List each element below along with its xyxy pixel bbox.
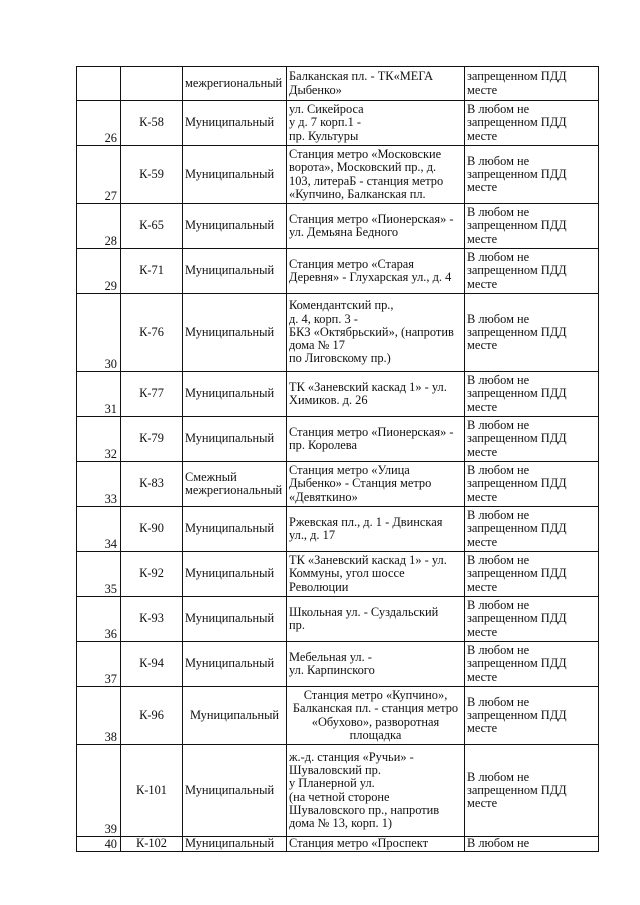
route-type-line: Муниципальный [185, 263, 275, 278]
stop-place-line: В любом не [467, 418, 530, 433]
route-path-line: у Планерной ул. [289, 776, 375, 791]
row-number-cell: 26 [77, 101, 121, 146]
stop-place-line: В любом не [467, 463, 530, 478]
route-path-line: Химиков. д. 26 [289, 393, 368, 407]
route-path-line: Балканская пл. - станция метро [292, 701, 459, 716]
route-type-line: Муниципальный [185, 656, 275, 671]
route-path-line: Дыбенко» [289, 82, 342, 97]
stop-place-cell [465, 67, 599, 101]
stop-place-line: В любом не [467, 205, 530, 220]
route-type-line: Муниципальный [185, 431, 275, 446]
route-table [76, 66, 599, 852]
route-code-cell: К-77 [121, 372, 183, 417]
stop-place-cell [465, 552, 599, 597]
route-path-cell [287, 552, 465, 597]
route-type-line: Смежный [185, 469, 237, 484]
stop-place-line: месте [467, 444, 498, 459]
stop-place-line: месте [467, 534, 498, 549]
route-type-line: Муниципальный [185, 218, 275, 233]
route-path-cell [287, 294, 465, 372]
route-path-line: пр. Культуры [289, 128, 359, 143]
route-code-cell: К-93 [121, 597, 183, 642]
stop-place-line: запрещенном ПДД [467, 782, 567, 797]
table-row [77, 642, 599, 687]
stop-place-line: В любом не [467, 373, 530, 388]
stop-place-line: В любом не [467, 694, 530, 709]
route-path-line: Коммуны, угол шоссе [289, 566, 405, 581]
stop-place-line: запрещенном ПДД [467, 611, 567, 626]
route-type-cell [183, 687, 287, 745]
route-type-line: межрегиональный [185, 483, 283, 497]
route-path-line: ТК «Заневский каскад 1» - ул. [289, 553, 447, 568]
route-path-line: «Купчино, Балканская пл. [289, 186, 426, 201]
route-type-cell [183, 294, 287, 372]
route-type-line: Муниципальный [185, 611, 275, 626]
stop-place-line: запрещенном ПДД [467, 566, 567, 581]
route-code-cell: К-79 [121, 417, 183, 462]
table-row [77, 837, 599, 852]
stop-place-line: В любом не [467, 836, 530, 851]
route-path-cell [287, 507, 465, 552]
route-code-cell: К-92 [121, 552, 183, 597]
stop-place-cell [465, 101, 599, 146]
stop-place-line: В любом не [467, 102, 530, 117]
route-path-line: ворота», Московский пр., д. [289, 160, 437, 175]
route-path-line: Деревня» - Глухарская ул., д. 4 [289, 270, 452, 284]
route-path-line: пр. Королева [289, 438, 357, 452]
stop-place-line: запрещенном ПДД [467, 166, 567, 181]
row-number-cell: 28 [77, 204, 121, 249]
route-path-cell [287, 146, 465, 204]
table-row [77, 249, 599, 294]
stop-place-line: месте [467, 231, 498, 246]
stop-place-cell [465, 687, 599, 745]
row-number-cell: 37 [77, 642, 121, 687]
route-type-cell [183, 597, 287, 642]
route-path-line: (на четной стороне [289, 789, 390, 804]
stop-place-line: месте [467, 82, 498, 97]
route-path-cell [287, 417, 465, 462]
table-row [77, 507, 599, 552]
stop-place-line: запрещенном ПДД [467, 656, 567, 671]
table-row [77, 462, 599, 507]
route-path-line: по Лиговскому пр.) [289, 351, 391, 366]
route-path-line: Мебельная ул. - [289, 649, 372, 664]
table-row [77, 597, 599, 642]
stop-place-cell [465, 837, 599, 852]
stop-place-line: В любом не [467, 250, 530, 265]
stop-place-line: В любом не [467, 643, 530, 658]
route-path-cell [287, 101, 465, 146]
route-path-line: Школьная ул. - Суздальский [289, 604, 439, 619]
route-type-line: Муниципальный [185, 836, 275, 851]
route-type-cell [183, 462, 287, 507]
route-path-line: Станция метро «Московские [289, 146, 442, 161]
row-number-cell: 39 [77, 745, 121, 837]
route-path-cell [287, 597, 465, 642]
route-type-cell [183, 146, 287, 204]
route-code-cell: К-96 [121, 687, 183, 745]
route-path-line: Станция метро «Проспект [289, 836, 428, 851]
route-type-cell [183, 67, 287, 101]
stop-place-line: В любом не [467, 769, 530, 784]
route-table-body [77, 67, 599, 852]
route-type-cell [183, 101, 287, 146]
route-code-cell: К-71 [121, 249, 183, 294]
route-path-line: ул. Сикейроса [289, 102, 364, 117]
table-row [77, 687, 599, 745]
table-row [77, 372, 599, 417]
row-number-cell: 40 [77, 837, 121, 852]
stop-place-line: месте [467, 721, 498, 736]
row-number-cell: 29 [77, 249, 121, 294]
table-row [77, 204, 599, 249]
route-path-line: 103, литераБ - станция метро [289, 173, 444, 188]
row-number-cell: 30 [77, 294, 121, 372]
route-code-cell: К-59 [121, 146, 183, 204]
stop-place-line: запрещенном ПДД [467, 115, 567, 130]
route-type-cell [183, 552, 287, 597]
stop-place-line: месте [467, 489, 498, 504]
route-path-cell [287, 249, 465, 294]
route-type-line: Муниципальный [185, 521, 275, 536]
stop-place-line: запрещенном ПДД [467, 431, 567, 446]
route-path-line: ул. Карпинского [289, 663, 375, 677]
stop-place-line: запрещенном ПДД [467, 386, 567, 401]
route-path-line: Шуваловского пр., напротив [289, 802, 440, 817]
stop-place-line: месте [467, 338, 498, 353]
route-code-cell: К-102 [121, 837, 183, 852]
table-row [77, 745, 599, 837]
route-type-cell [183, 745, 287, 837]
route-type-cell [183, 372, 287, 417]
table-row [77, 67, 599, 101]
route-type-cell [183, 417, 287, 462]
route-code-cell: К-94 [121, 642, 183, 687]
table-row [77, 101, 599, 146]
row-number-cell: 38 [77, 687, 121, 745]
stop-place-cell [465, 462, 599, 507]
route-type-line: Муниципальный [185, 166, 275, 181]
route-path-line: Балканская пл. - ТК«МЕГА [289, 69, 434, 84]
route-path-line: пр. [289, 618, 305, 632]
row-number-cell: 33 [77, 462, 121, 507]
stop-place-cell [465, 597, 599, 642]
stop-place-line: месте [467, 276, 498, 291]
route-path-line: д. 4, корп. 3 - [289, 311, 358, 326]
stop-place-line: В любом не [467, 311, 530, 326]
stop-place-line: запрещенном ПДД [467, 707, 567, 722]
route-path-line: Комендантский пр., [289, 298, 394, 313]
row-number-cell: 35 [77, 552, 121, 597]
route-code-cell: К-83 [121, 462, 183, 507]
route-code-cell: К-101 [121, 745, 183, 837]
stop-place-line: запрещенном ПДД [467, 521, 567, 536]
route-path-cell [287, 204, 465, 249]
stop-place-cell [465, 372, 599, 417]
stop-place-line: В любом не [467, 598, 530, 613]
route-path-line: ж.-д. станция «Ручьи» - [289, 749, 414, 764]
route-code-cell: К-76 [121, 294, 183, 372]
table-row [77, 417, 599, 462]
stop-place-cell [465, 642, 599, 687]
route-path-line: Шуваловский пр. [289, 762, 381, 777]
table-row [77, 294, 599, 372]
stop-place-line: В любом не [467, 553, 530, 568]
route-path-line: дома № 13, корп. 1) [289, 816, 393, 831]
stop-place-line: запрещенном ПДД [467, 218, 567, 233]
route-path-line: ТК «Заневский каскад 1» - ул. [289, 379, 447, 394]
stop-place-cell [465, 417, 599, 462]
route-path-cell [287, 837, 465, 852]
route-path-line: Станция метро «Улица [289, 463, 410, 478]
row-number-cell: 31 [77, 372, 121, 417]
stop-place-cell [465, 294, 599, 372]
row-number-cell: 27 [77, 146, 121, 204]
route-path-line: «Девяткино» [289, 489, 358, 504]
route-path-cell [287, 67, 465, 101]
route-type-cell [183, 642, 287, 687]
route-path-cell [287, 372, 465, 417]
route-path-line: Станция метро «Старая [289, 256, 415, 271]
route-type-line: Муниципальный [185, 386, 275, 401]
stop-place-cell [465, 204, 599, 249]
row-number-cell: 32 [77, 417, 121, 462]
route-type-cell [183, 507, 287, 552]
route-path-line: у д. 7 корп.1 - [289, 115, 362, 130]
route-path-line: Станция метро «Пионерская» - [289, 211, 454, 226]
route-type-line: Муниципальный [189, 707, 280, 722]
route-code-cell: К-65 [121, 204, 183, 249]
stop-place-line: месте [467, 128, 498, 143]
route-path-line: Дыбенко» - Станция метро [289, 476, 432, 491]
stop-place-cell [465, 146, 599, 204]
route-path-line: ул. Демьяна Бедного [289, 225, 399, 239]
route-type-line: Муниципальный [185, 324, 275, 339]
stop-place-line: запрещенном ПДД [467, 69, 567, 84]
row-number-cell: 34 [77, 507, 121, 552]
stop-place-line: месте [467, 624, 498, 639]
route-path-line: площадка [349, 727, 402, 742]
route-type-line: Муниципальный [185, 115, 275, 130]
route-code-cell [121, 67, 183, 101]
stop-place-line: месте [467, 669, 498, 684]
route-path-line: Революции [289, 579, 349, 594]
stop-place-cell [465, 745, 599, 837]
route-type-cell [183, 249, 287, 294]
route-path-cell [287, 642, 465, 687]
route-path-cell [287, 462, 465, 507]
stop-place-line: запрещенном ПДД [467, 263, 567, 278]
stop-place-line: месте [467, 180, 498, 195]
route-type-cell [183, 204, 287, 249]
route-path-cell [287, 745, 465, 837]
stop-place-line: месте [467, 399, 498, 414]
route-type-line: межрегиональный [185, 75, 283, 90]
row-number-cell: 36 [77, 597, 121, 642]
route-path-line: БКЗ «Октябрьский», (напротив [289, 324, 454, 339]
route-type-cell [183, 837, 287, 852]
route-path-cell [287, 687, 465, 745]
route-path-line: «Обухово», разворотная [311, 714, 440, 729]
stop-place-cell [465, 507, 599, 552]
stop-place-cell [465, 249, 599, 294]
table-row [77, 552, 599, 597]
route-code-cell: К-58 [121, 101, 183, 146]
stop-place-line: месте [467, 796, 498, 811]
stop-place-line: запрещенном ПДД [467, 324, 567, 339]
table-row [77, 146, 599, 204]
route-path-line: ул., д. 17 [289, 528, 336, 542]
route-code-cell: К-90 [121, 507, 183, 552]
route-path-line: Ржевская пл., д. 1 - Двинская [289, 514, 443, 529]
stop-place-line: В любом не [467, 153, 530, 168]
stop-place-line: запрещенном ПДД [467, 476, 567, 491]
row-number-cell [77, 67, 121, 101]
stop-place-line: месте [467, 579, 498, 594]
route-type-line: Муниципальный [185, 566, 275, 581]
route-path-line: Станция метро «Пионерская» - [289, 424, 454, 439]
route-type-line: Муниципальный [185, 782, 275, 797]
route-path-line: дома № 17 [289, 338, 345, 353]
route-path-line: Станция метро «Купчино», [303, 687, 448, 702]
stop-place-line: В любом не [467, 508, 530, 523]
